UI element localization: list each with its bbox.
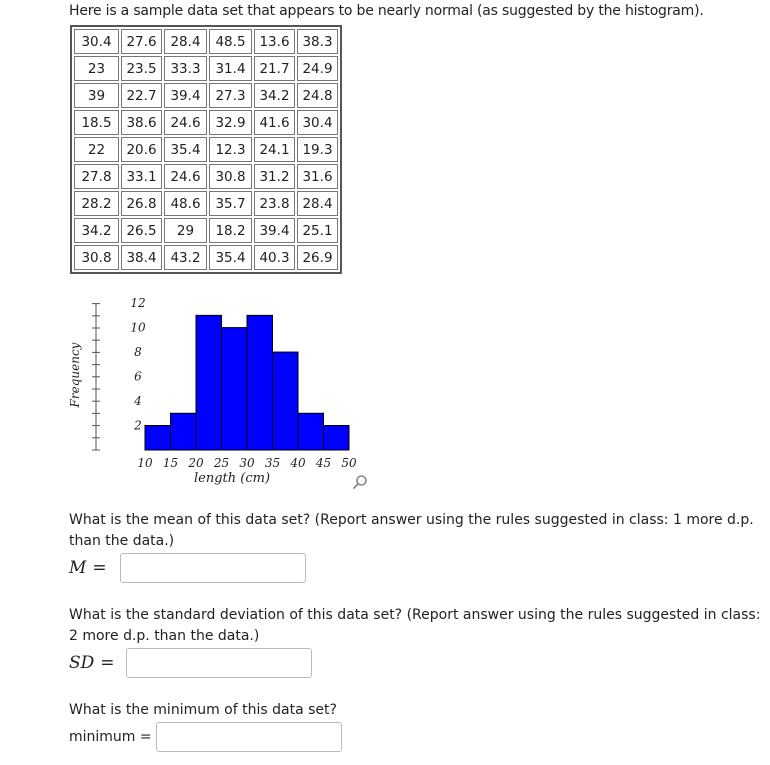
intro-text: Here is a sample data set that appears to be nearly normal (as suggested by the histogram). (69, 3, 704, 19)
table-cell: 28.2 (74, 191, 119, 216)
table-cell: 27.8 (74, 164, 119, 189)
x-tick-label: 40 (290, 456, 306, 470)
table-cell: 18.5 (74, 110, 119, 135)
table-cell: 40.3 (254, 245, 295, 270)
x-tick-label: 25 (213, 456, 230, 470)
sd-input[interactable] (126, 648, 312, 678)
table-cell: 35.4 (209, 245, 252, 270)
y-tick-label: 2 (134, 418, 142, 433)
table-cell: 38.6 (121, 110, 162, 135)
table-row (74, 245, 338, 270)
table-cell: 24.1 (254, 137, 295, 162)
table-cell: 23.5 (121, 56, 162, 81)
sd-label: SD = (69, 653, 115, 673)
x-axis-label: length (cm) (193, 471, 271, 486)
table-cell: 34.2 (254, 83, 295, 108)
x-tick-label: 10 (137, 456, 153, 470)
table-cell: 34.2 (74, 218, 119, 243)
table-row (74, 56, 338, 81)
question-mean: What is the mean of this data set? (Report answer using the rules suggested in class: 1 more d.p. than the data.) (69, 512, 754, 549)
table-cell: 13.6 (254, 29, 295, 54)
answer-row-sd (69, 648, 312, 678)
x-tick-label: 35 (264, 456, 281, 470)
table-cell: 20.6 (121, 137, 162, 162)
histogram-bar (298, 413, 324, 450)
table-row (74, 164, 338, 189)
table-cell: 30.4 (297, 110, 338, 135)
table-cell: 23 (74, 56, 119, 81)
table-cell: 38.3 (297, 29, 338, 54)
table-cell: 26.9 (297, 245, 338, 270)
table-cell: 28.4 (164, 29, 207, 54)
table-cell: 24.9 (297, 56, 338, 81)
table-cell: 22.7 (121, 83, 162, 108)
table-cell: 26.8 (121, 191, 162, 216)
table-cell: 30.4 (74, 29, 119, 54)
table-row (74, 29, 338, 54)
histogram-bar (171, 413, 197, 450)
table-cell: 33.1 (121, 164, 162, 189)
table-cell: 35.4 (164, 137, 207, 162)
y-tick-label: 8 (134, 345, 142, 360)
table-row (74, 137, 338, 162)
table-cell: 48.6 (164, 191, 207, 216)
histogram-bar (273, 352, 299, 450)
x-tick-label: 45 (315, 456, 332, 470)
table-cell: 22 (74, 137, 119, 162)
table-cell: 19.3 (297, 137, 338, 162)
table-cell: 39.4 (164, 83, 207, 108)
table-cell: 27.6 (121, 29, 162, 54)
table-cell: 21.7 (254, 56, 295, 81)
table-cell: 35.7 (209, 191, 252, 216)
table-cell: 33.3 (164, 56, 207, 81)
table-cell: 30.8 (209, 164, 252, 189)
table-cell: 25.1 (297, 218, 338, 243)
question-minimum: What is the minimum of this data set? (69, 702, 337, 718)
y-axis-label: Frequency (68, 342, 82, 408)
question-sd: What is the standard deviation of this data set? (Report answer using the rules suggested in class: 2 more d.p. than the data.) (69, 607, 761, 644)
table-cell: 24.6 (164, 164, 207, 189)
mean-input[interactable] (120, 553, 306, 583)
table-cell: 29 (164, 218, 207, 243)
table-cell: 24.6 (164, 110, 207, 135)
table-cell: 32.9 (209, 110, 252, 135)
table-cell: 26.5 (121, 218, 162, 243)
table-row (74, 83, 338, 108)
histogram-bar (324, 426, 350, 450)
table-cell: 30.8 (74, 245, 119, 270)
minimum-label: minimum = (69, 729, 152, 745)
table-cell: 28.4 (297, 191, 338, 216)
table-row (74, 218, 338, 243)
table-cell: 31.6 (297, 164, 338, 189)
histogram-bar (247, 315, 273, 450)
table-cell: 24.8 (297, 83, 338, 108)
x-tick-label: 50 (341, 456, 357, 470)
table-cell: 39 (74, 83, 119, 108)
x-tick-label: 30 (239, 456, 255, 470)
y-tick-label: 12 (130, 296, 146, 311)
table-row (74, 191, 338, 216)
x-tick-label: 15 (162, 456, 179, 470)
table-row (74, 110, 338, 135)
answer-row-mean (69, 553, 306, 583)
histogram-bar (145, 426, 171, 450)
minimum-input[interactable] (156, 722, 342, 752)
y-tick-label: 6 (134, 369, 142, 384)
y-tick-label: 10 (130, 320, 146, 335)
mean-label: M = (69, 558, 107, 578)
table-cell: 43.2 (164, 245, 207, 270)
data-table (70, 25, 342, 274)
table-cell: 12.3 (209, 137, 252, 162)
table-cell: 39.4 (254, 218, 295, 243)
magnifier-icon[interactable] (352, 474, 368, 490)
y-tick-label: 4 (134, 394, 142, 409)
x-tick-label: 20 (188, 456, 204, 470)
table-cell: 23.8 (254, 191, 295, 216)
table-cell: 27.3 (209, 83, 252, 108)
histogram-bar (196, 315, 222, 450)
answer-row-minimum (69, 722, 342, 752)
table-cell: 31.2 (254, 164, 295, 189)
table-cell: 18.2 (209, 218, 252, 243)
table-cell: 41.6 (254, 110, 295, 135)
table-cell: 31.4 (209, 56, 252, 81)
table-cell: 48.5 (209, 29, 252, 54)
histogram-chart (60, 285, 370, 486)
table-cell: 38.4 (121, 245, 162, 270)
histogram-bar (222, 328, 248, 450)
